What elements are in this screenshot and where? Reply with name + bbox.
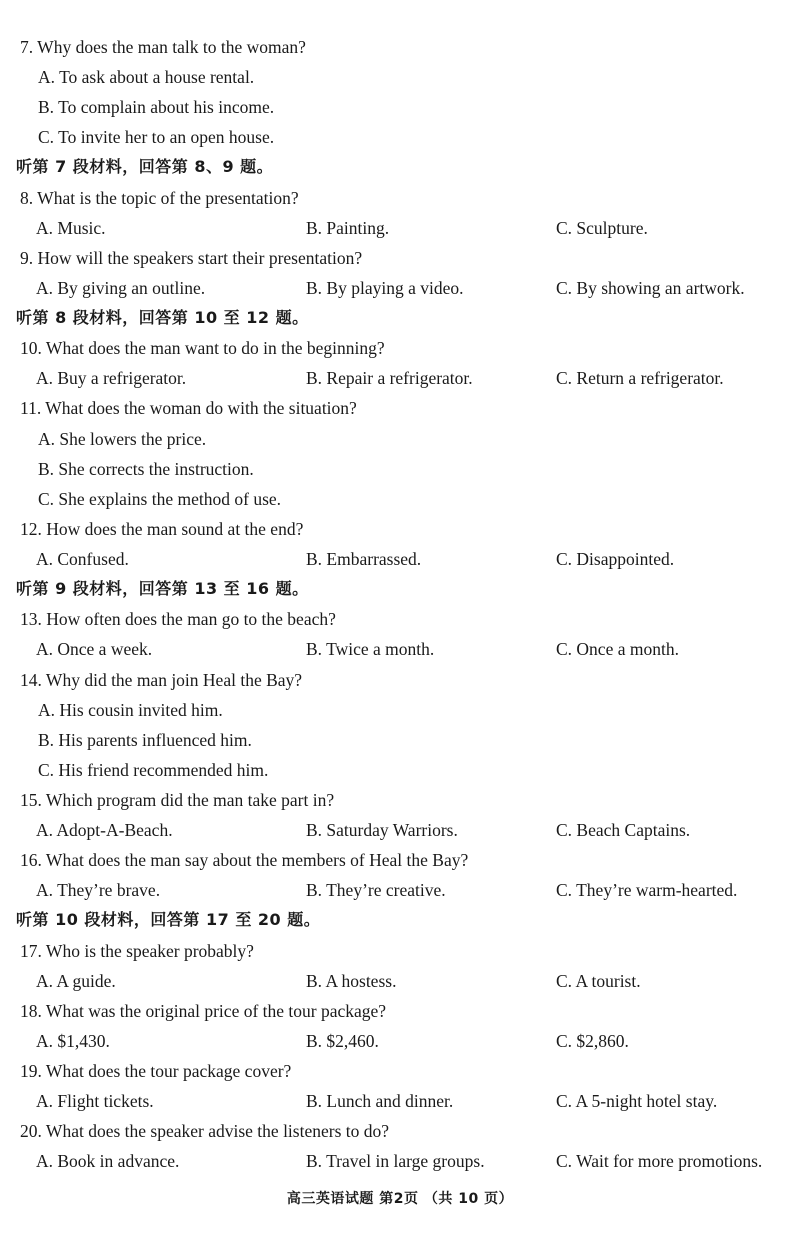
option-row — [0, 1026, 800, 1056]
answer-option: A. His cousin invited him. — [38, 699, 223, 720]
option-row — [0, 815, 800, 845]
page-footer: 高三英语试题 第2页 （共 10 页） — [286, 1191, 514, 1207]
question-stem: 18. What was the original price of the tour package? — [20, 1000, 387, 1021]
answer-option: C. Wait for more promotions. — [556, 1151, 763, 1172]
answer-option: A. Flight tickets. — [36, 1091, 154, 1112]
answer-option: C. To invite her to an open house. — [38, 127, 275, 148]
answer-option: A. Book in advance. — [36, 1151, 180, 1172]
section-instruction: 听第 8 段材料，回答第 10 至 12 题。 — [16, 308, 309, 328]
answer-option: B. His parents influenced him. — [38, 729, 252, 750]
answer-option: B. Travel in large groups. — [306, 1151, 485, 1172]
answer-option: A. $1,430. — [36, 1030, 110, 1051]
answer-option: C. His friend recommended him. — [38, 759, 269, 780]
answer-option: C. A 5-night hotel stay. — [556, 1091, 718, 1112]
answer-option: A. She lowers the price. — [38, 428, 207, 449]
answer-option: B. Painting. — [306, 217, 390, 238]
answer-option: C. Return a refrigerator. — [556, 368, 724, 389]
option-row — [0, 544, 800, 574]
question-stem: 9. How will the speakers start their presentation? — [20, 247, 363, 268]
answer-option: A. Adopt-A-Beach. — [36, 820, 173, 841]
answer-option: C. Beach Captains. — [556, 820, 691, 841]
answer-option: C. She explains the method of use. — [38, 488, 282, 509]
answer-option: B. Repair a refrigerator. — [306, 368, 473, 389]
answer-option: A. A guide. — [36, 970, 116, 991]
question-stem: 20. What does the speaker advise the listeners to do? — [20, 1121, 390, 1142]
answer-option: A. By giving an outline. — [36, 277, 206, 298]
answer-option: B. Embarrassed. — [306, 549, 422, 570]
answer-option: A. They’re brave. — [36, 880, 161, 901]
answer-option: C. Once a month. — [556, 639, 679, 660]
question-stem: 10. What does the man want to do in the beginning? — [20, 338, 385, 359]
option-row — [0, 634, 800, 664]
answer-option: B. Saturday Warriors. — [306, 820, 458, 841]
answer-option: A. Confused. — [36, 549, 129, 570]
question-stem: 13. How often does the man go to the beach? — [20, 609, 336, 630]
option-row — [0, 966, 800, 996]
answer-option: A. To ask about a house rental. — [38, 67, 255, 88]
answer-option: A. Buy a refrigerator. — [36, 368, 187, 389]
answer-option: B. By playing a video. — [306, 277, 464, 298]
section-instruction: 听第 10 段材料，回答第 17 至 20 题。 — [16, 910, 321, 930]
question-stem: 7. Why does the man talk to the woman? — [20, 37, 306, 57]
question-stem: 16. What does the man say about the members of Heal the Bay? — [20, 850, 469, 871]
question-stem: 8. What is the topic of the presentation? — [20, 187, 299, 208]
answer-option: C. By showing an artwork. — [556, 277, 745, 298]
option-row — [0, 875, 800, 905]
answer-option: C. They’re warm-hearted. — [556, 880, 738, 901]
answer-option: C. Disappointed. — [556, 549, 675, 570]
answer-option: B. Lunch and dinner. — [306, 1091, 454, 1112]
option-row — [0, 273, 800, 303]
question-stem: 15. Which program did the man take part in? — [20, 790, 335, 810]
answer-option: C. $2,860. — [556, 1030, 629, 1051]
answer-option: B. They’re creative. — [306, 880, 446, 901]
answer-option: B. Twice a month. — [306, 639, 435, 660]
answer-option: A. Music. — [36, 217, 106, 238]
question-stem: 14. Why did the man join Heal the Bay? — [20, 669, 303, 690]
question-stem: 19. What does the tour package cover? — [20, 1061, 292, 1082]
question-stem: 17. Who is the speaker probably? — [20, 940, 254, 961]
answer-option: B. To complain about his income. — [38, 97, 275, 118]
option-row — [0, 1086, 800, 1116]
option-row — [0, 213, 800, 243]
answer-option: C. A tourist. — [556, 970, 641, 991]
question-stem: 11. What does the woman do with the situation? — [20, 398, 357, 419]
answer-option: A. Once a week. — [36, 639, 153, 660]
question-stem: 12. How does the man sound at the end? — [20, 518, 304, 539]
answer-option: B. $2,460. — [306, 1030, 379, 1051]
section-instruction: 听第 7 段材料，回答第 8、9 题。 — [16, 157, 274, 177]
answer-option: B. She corrects the instruction. — [38, 458, 254, 479]
answer-option: C. Sculpture. — [556, 217, 648, 238]
option-row — [0, 1146, 800, 1176]
answer-option: B. A hostess. — [306, 970, 397, 991]
section-instruction: 听第 9 段材料，回答第 13 至 16 题。 — [16, 579, 309, 599]
option-row — [0, 363, 800, 393]
